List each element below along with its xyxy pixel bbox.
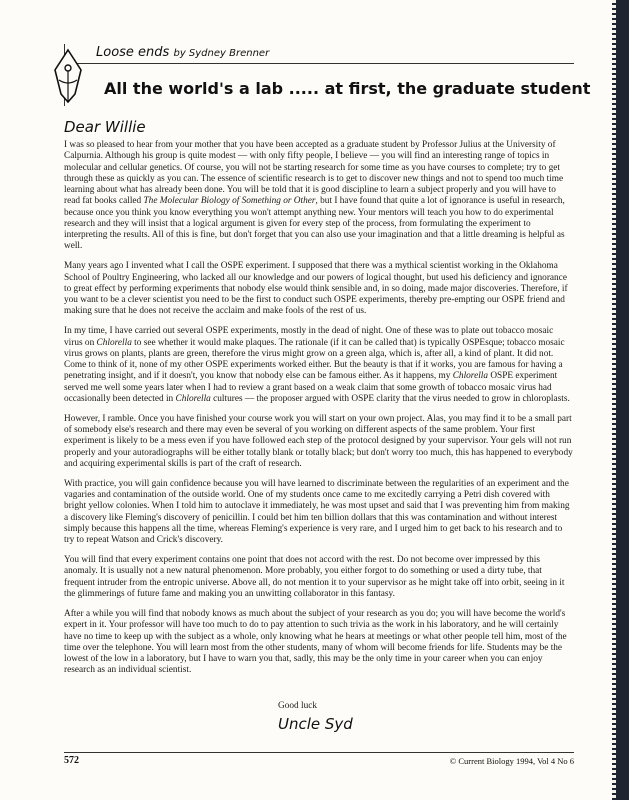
paragraph-6: You will find that every experiment contains one point that does not accord with the rest. Do not become over impressed by this anomaly. It is usually not a new natural phenomenon. More probably, you either forgot to do something or used a dirty tube, that frequent intruder from the entropic universe. Above all, do not mention it to your supervisor as he might take off into orbit, seeing in it the glimmerings of future fame and making you an unwitting collaborator in this fantasy. <box>64 555 565 599</box>
paragraph-4: However, I ramble. Once you have finished your course work you will start on your own project. Alas, you may find it to be a small part of somebody else's research and there may even be several of you working on different aspects of the same problem. Your first experiment is likely to be a mess even if you have followed each step of the protocol designed by your supervisor. Your gels will not run properly and your autoradiographs will be either totally blank or totally black; but don't worry too much, this has happened to everybody and acquiring experimental skills is part of the craft of research. <box>64 413 573 469</box>
paragraph-1: I was so pleased to hear from your mother that you have been accepted as a graduate student by Professor Julius at the University of Calpurnia. Although his group is quite modest — with only fifty people, I believe — you will find an interesting range of topics in molecular and cellular genetics. Of course, you will not be starting research for some time as you have courses to complete; try to get through these as quickly as you can. The essence of scientific research is to get to discover new things and not to spend too much time learning about what has already been done. You will be told that it is good discipline to learn a subject properly and you will have to read fat books called The Molecular Biology of Something or Other, but I have found that quite a lot of ignorance is useful in research, because once you think you know everything you won't attempt anything new. Your mentors will teach you how to do experimental research and they will insist that a logical argument is given for every step of the process, from formulating the experiment to interpreting the results. All of this is fine, but don't forget that you can also use your imagination and that a little dreaming is helpful as well. <box>64 140 565 252</box>
perforated-page-edge <box>612 0 616 800</box>
article-headline: All the world's a lab ..... at first, the graduate student <box>104 79 591 98</box>
header-rule <box>64 63 574 64</box>
series-name: Loose ends <box>96 45 170 60</box>
letter-body <box>64 140 574 685</box>
byline: by Sydney Brenner <box>173 48 270 59</box>
paragraph-7: After a while you will find that nobody knows as much about the subject of your research as you do; you will have become the world's expert in it. Your professor will have too much to do to pay attention to such trivia as the work in his laboratory, and he will certainly have no time to keep up with the subject as a whole, only knowing what he hears at meetings or what other people tell him, most of the time over the telephone. You will learn most from the other students, many of whom will become friends for life. Students may be the lowest of the low in a laboratory, but I have to warn you that, sadly, this may be the only time in your career when you can enjoy research as an individual scientist. <box>64 609 567 676</box>
paragraph-2: Many years ago I invented what I call the OSPE experiment. I supposed that there was a mythical scientist working in the Oklahoma School of Poultry Engineering, who lacked all our knowledge and our powers of logical thought, but used his deficiency and ignorance to great effect by performing experiments that nobody else would think sensible and, in so doing, made major discoveries. Therefore, if you want to be a clever scientist you need to be the first to conduct such OSPE experiments, thereby pre-empting our OSPE friend and making sure that he does not receive the acclaim and make fools of the rest of us. <box>64 261 568 317</box>
paragraph-5: With practice, you will gain confidence because you will have learned to discriminate between the regularities of an experiment and the vagaries and contamination of the outside world. One of my students once came to me excitedly carrying a Petri dish covered with bright yellow colonies. When I told him to autoclave it immediately, he was most upset and said that I was preventing him from making a discovery like Fleming's discovery of penicillin. I could bet him ten billion dollars that this was contamination and without interest simply because this happens all the time, whereas Fleming's experience is very rare, and I urged him to get back to his research and to try to repeat Watson and Crick's discovery. <box>64 478 570 546</box>
page-number: 572 <box>64 755 79 766</box>
salutation: Dear Willie <box>64 118 146 136</box>
journal-citation: © Current Biology 1994, Vol 4 No 6 <box>449 756 574 766</box>
paragraph-3: In my time, I have carried out several OSPE experiments, mostly in the dead of night. One of these was to plate out tobacco mosaic virus on Chlorella to see whether it would make plaques. The rationale (if it can be called that) is typically OSPEsque; tobacco mosaic virus grows on plants, plants are green, therefore the virus might grow on a green alga, which is, after all, a kind of plant. It did not. Come to think of it, none of my other OSPE experiments worked either. But the beauty is that if it works, you are famous for having a penetrating insight, and if it doesn't, you know that nobody else can be famous either. As it happens, my Chlorella OSPE experiment served me well some years later when I had to review a grant based on a weak claim that some growth of tobacco mosaic virus had occasionally been detected in Chlorella cultures — the proposer argued with OSPE clarity that the virus needed to grow in chloroplasts. <box>64 326 570 404</box>
closing: Good luck <box>278 701 317 711</box>
column-title <box>96 45 269 60</box>
signature: Uncle Syd <box>278 715 353 733</box>
footer-rule <box>64 752 574 753</box>
fountain-pen-nib-icon <box>48 46 88 106</box>
